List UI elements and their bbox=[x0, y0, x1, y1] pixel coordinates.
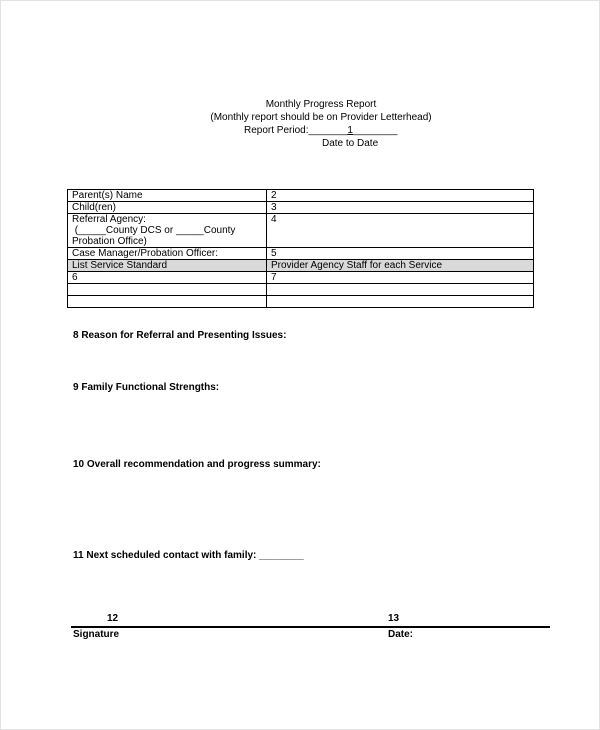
signature-label: Signature bbox=[73, 629, 120, 640]
parent-name-value[interactable]: 2 bbox=[267, 190, 534, 202]
report-period-value: 1 bbox=[347, 125, 353, 136]
question-referral-reason: 8 Reason for Referral and Presenting Issues: bbox=[73, 330, 287, 341]
provider-staff-header: Provider Agency Staff for each Service bbox=[267, 260, 534, 272]
provider-staff-value[interactable]: 7 bbox=[267, 272, 534, 284]
table-row bbox=[68, 272, 534, 284]
referral-agency-value[interactable]: 4 bbox=[267, 214, 534, 248]
case-manager-value[interactable]: 5 bbox=[267, 248, 534, 260]
report-period-line bbox=[244, 124, 397, 137]
report-period-sub: Date to Date bbox=[322, 138, 379, 149]
empty-cell[interactable] bbox=[267, 296, 534, 308]
service-standard-value[interactable]: 6 bbox=[68, 272, 267, 284]
question-recommendation: 10 Overall recommendation and progress summary: bbox=[73, 459, 321, 470]
signature-number: 12 bbox=[107, 613, 119, 624]
question-family-strengths: 9 Family Functional Strengths: bbox=[73, 382, 220, 393]
report-period-blank-before: _______ bbox=[308, 125, 348, 136]
table-row bbox=[68, 202, 534, 214]
parent-name-label: Parent(s) Name bbox=[68, 190, 267, 202]
referral-agency-label bbox=[68, 214, 267, 248]
report-period-blank-after: ________ bbox=[352, 125, 398, 136]
empty-cell[interactable] bbox=[68, 296, 267, 308]
info-table bbox=[67, 189, 534, 308]
referral-agency-line-2: (_____County DCS or _____County bbox=[72, 225, 236, 236]
table-row bbox=[68, 190, 534, 202]
table-row bbox=[68, 284, 534, 296]
date-label: Date: bbox=[388, 629, 414, 640]
empty-cell[interactable] bbox=[68, 284, 267, 296]
table-row bbox=[68, 214, 534, 248]
report-period-label: Report Period: bbox=[244, 125, 309, 136]
empty-cell[interactable] bbox=[267, 284, 534, 296]
report-title: Monthly Progress Report bbox=[265, 99, 377, 110]
referral-agency-line-1: Referral Agency: bbox=[72, 214, 146, 225]
case-manager-label: Case Manager/Probation Officer: bbox=[68, 248, 267, 260]
children-label: Child(ren) bbox=[68, 202, 267, 214]
table-row bbox=[68, 248, 534, 260]
referral-agency-line-3: Probation Office) bbox=[72, 236, 147, 247]
question-next-contact: 11 Next scheduled contact with family: ________ bbox=[73, 550, 304, 561]
table-row bbox=[68, 296, 534, 308]
date-number: 13 bbox=[388, 613, 400, 624]
table-header-row bbox=[68, 260, 534, 272]
children-value[interactable]: 3 bbox=[267, 202, 534, 214]
service-standard-header: List Service Standard bbox=[68, 260, 267, 272]
signature-line bbox=[71, 626, 550, 628]
letterhead-note: (Monthly report should be on Provider Letterhead) bbox=[210, 112, 432, 123]
